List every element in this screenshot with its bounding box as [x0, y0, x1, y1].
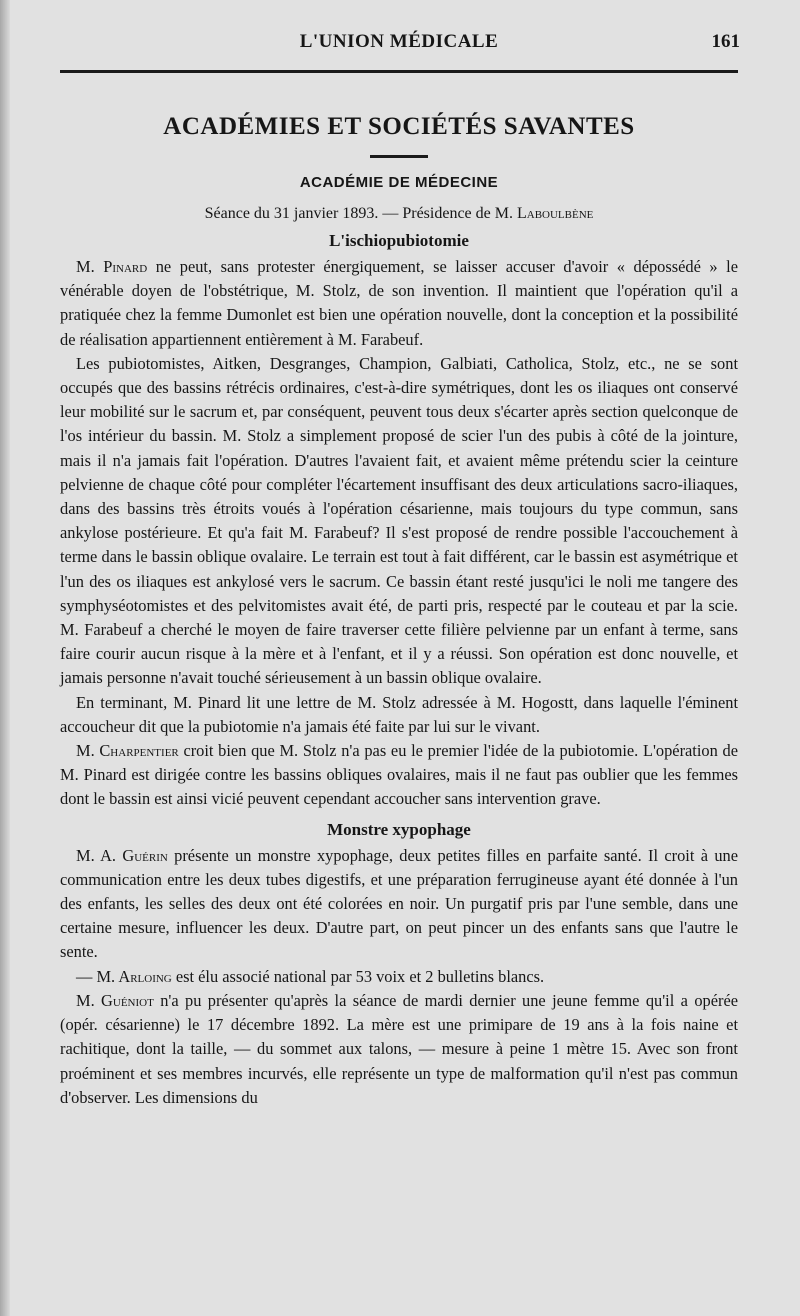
running-title: L'UNION MÉDICALE [299, 31, 499, 52]
paragraph [60, 352, 738, 691]
page-number: 161 [711, 31, 740, 52]
paragraph [60, 739, 738, 812]
session-line [60, 205, 738, 223]
paragraph [60, 255, 738, 352]
paragraph-text: est élu associé national par 53 voix et 2 bulletins blancs. [171, 966, 545, 986]
paragraph-text: ne peut, sans protester énergiquement, se laisser accuser d'avoir « dépossédé » le vénérable doyen de l'obstétrique, M. Stolz, de son invention. Il maintient que l'opération qu'il a pratiquée chez la femme Dumonlet est bien une opération nouvelle, dont la conception et la possibilité de réalisation appartiennent entièrement à M. Farabeuf. [60, 257, 739, 349]
running-head [60, 0, 738, 60]
paragraph-text: présente un monstre xypophage, deux petites filles en parfaite santé. Il croit à une communication entre les deux tubes digestifs, et une préparation ferrugineuse ayant été donnée à l'un des enfants, les selles des deux ont été colorées en noir. Un purgatif pris par l'une semble, dans une certaine mesure, influencer les deux. D'autre part, on peut pincer un des enfants sans que l'autre le sente. [60, 845, 738, 962]
paragraph [60, 691, 738, 739]
page-edge-shadow [0, 0, 10, 1316]
subsection-body [60, 844, 738, 1110]
session-text: Séance du 31 janvier 1893. — Présidence de M. [204, 205, 517, 222]
paragraph-text: Les pubiotomistes, Aitken, Desgranges, Champion, Galbiati, Catholica, Stolz, etc., ne se sont occupés que des bassins rétrécis ordinaires, c'est-à-dire symétriques, dont les os iliaques ont conservé leur mobilité sur le sacrum et, par conséquent, peuvent tous deux s'écarter après section quelconque de l'os intérieur du bassin. M. Stolz a simplement proposé de scier l'un des pubis à côté de la jointure, mais il n'a jamais fait l'opération. D'autres l'avaient fait, et avaient même prétendu scier la ceinture pelvienne de chaque côté pour compléter l'écartement insuffisant des deux articulations sacro-iliaques, dans des bassins très étroits voués à l'opération césarienne, mais toujours du type commun, sans ankylose postérieure. Et qu'a fait M. Farabeuf? Il s'est proposé de rendre possible l'accouchement à terme dans le bassin oblique ovalaire. Le terrain est tout à fait différent, car le bassin est asymétrique et l'un des os iliaques est ankylosé vers le sacrum. Ce bassin étant resté jusqu'ici le noli me tangere des symphyséotomistes et des pelvitomistes avait été, de parti pris, respecté par le couteau et par la scie. M. Farabeuf a cherché le moyen de faire traverser cette filière pelvienne par un enfant à terme, sans faire courir aucun risque à la mère et à l'enfant, et il y a réussi. Son opération est donc nouvelle, et jamais personne n'avait touché sérieusement à un bassin oblique ovalaire. [60, 353, 738, 688]
speaker-name: M. Charpentier [76, 741, 179, 761]
speaker-name: M. Guéniot [76, 990, 154, 1010]
speaker-name: M. A. Guérin [76, 845, 168, 865]
paragraph-text: croit bien que M. Stolz n'a pas eu le premier l'idée de la pubiotomie. L'opération de M. Pinard est dirigée contre les bassins obliques ovalaires, mais il ne faut pas oublier que les femmes dont le bassin est ainsi vicié peuvent cependant accoucher sans intervention grave. [60, 741, 738, 809]
speaker-name: M. Pinard [76, 257, 148, 276]
subsection-title: Monstre xypophage [327, 819, 471, 839]
paragraph-text: n'a pu présenter qu'après la séance de mardi dernier une jeune femme qu'il a opérée (opér. césarienne) le 17 décembre 1892. La mère est une primipare de 19 ans à la fois naine et rachitique, dont la taille, — du sommet aux talons, — mesure à peine 1 mètre 15. Avec son front proéminent et ses membres incurvés, elle représente un type de malformation qu'il n'est pas commun d'observer. Les dimensions du [60, 990, 738, 1107]
paragraph [60, 989, 738, 1110]
academy-title: ACADÉMIE DE MÉDECINE [299, 174, 499, 191]
paragraph-text: En terminant, M. Pinard lit une lettre de M. Stolz adressée à M. Hogostt, dans laquelle l'éminent accoucheur dit que la pubiotomie n'a jamais été faite par lui sur le vivant. [60, 692, 738, 736]
paragraph [60, 965, 738, 989]
section-title: ACADÉMIES ET SOCIÉTÉS SAVANTES [163, 113, 635, 140]
header-rule [60, 70, 738, 73]
session-president: Laboulbène [516, 205, 594, 222]
paragraph [60, 844, 738, 965]
section-divider [370, 155, 428, 158]
subsection-title: L'ischiopubiotomie [329, 231, 469, 250]
speaker-name: — M. Arloing [76, 966, 172, 986]
subsection-body [60, 255, 738, 812]
